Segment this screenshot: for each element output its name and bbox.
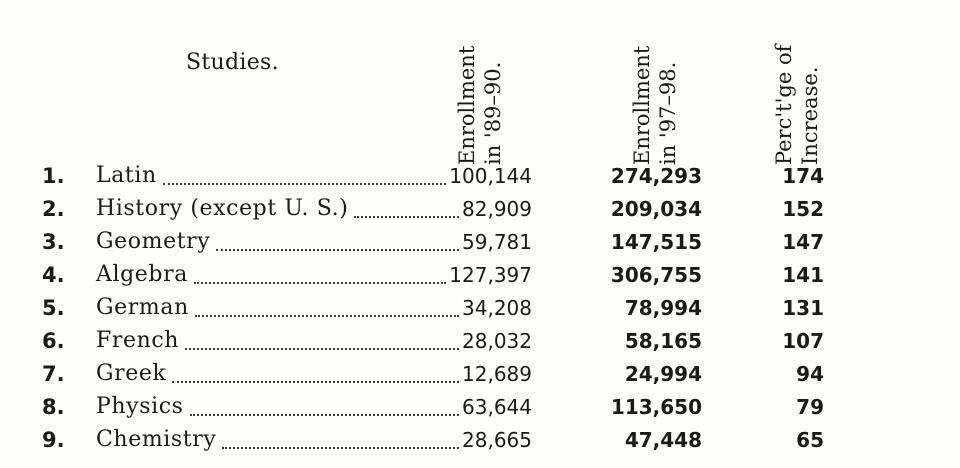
enrollment-1889-90: 12,689 — [462, 362, 532, 386]
dot-leader — [172, 381, 459, 383]
study-name: Physics — [96, 394, 184, 419]
header-line: Perc't'ge of — [772, 44, 796, 165]
enrollment-1897-98: 24,994 — [624, 362, 702, 386]
header-line: in '97–98. — [656, 61, 680, 165]
enrollment-1889-90: 59,781 — [462, 230, 532, 254]
table-row — [0, 358, 960, 390]
row-number: 4. — [42, 263, 65, 287]
table-row — [0, 292, 960, 324]
enrollment-1897-98: 47,448 — [624, 428, 702, 452]
table-row — [0, 193, 960, 225]
enrollment-1889-90: 34,208 — [462, 296, 532, 320]
study-name: French — [96, 328, 180, 353]
percentage-increase: 65 — [796, 428, 824, 452]
dot-leader — [163, 183, 447, 185]
study-name: Chemistry — [96, 427, 217, 452]
percentage-increase-header — [771, 0, 823, 165]
row-number: 1. — [42, 164, 65, 188]
enrollment-1889-90: 28,665 — [462, 428, 532, 452]
study-name: Geometry — [96, 229, 211, 254]
row-number: 2. — [42, 197, 65, 221]
enrollment-1889-90: 100,144 — [449, 164, 532, 188]
enrollment-1889-90: 82,909 — [462, 197, 532, 221]
studies-column-header: Studies. — [186, 50, 279, 75]
enrollment-1897-98: 113,650 — [610, 395, 702, 419]
row-number: 9. — [42, 428, 65, 452]
percentage-increase: 147 — [782, 230, 824, 254]
study-name: Latin — [96, 163, 157, 188]
dot-leader — [185, 348, 459, 350]
enrollment-1897-98: 58,165 — [624, 329, 702, 353]
enrollment-1897-98: 147,515 — [610, 230, 702, 254]
row-number: 3. — [42, 230, 65, 254]
header-line: Enrollment — [455, 45, 479, 165]
enrollment-1889-90: 127,397 — [449, 263, 532, 287]
study-name: Greek — [96, 361, 167, 386]
table-row — [0, 259, 960, 291]
percentage-increase: 79 — [796, 395, 824, 419]
percentage-increase: 174 — [782, 164, 824, 188]
enrollment-1897-98: 209,034 — [610, 197, 702, 221]
enrollment-1897-98: 306,755 — [610, 263, 702, 287]
table-row — [0, 160, 960, 192]
enrollment-1897-98-header — [629, 0, 681, 165]
enrollment-1889-90-header — [454, 0, 506, 165]
study-name: German — [96, 295, 189, 320]
percentage-increase: 141 — [782, 263, 824, 287]
enrollment-1889-90: 28,032 — [462, 329, 532, 353]
table-row — [0, 226, 960, 258]
header-line: Increase. — [798, 66, 822, 165]
dot-leader — [190, 414, 459, 416]
dot-leader — [195, 315, 459, 317]
study-name: History (except U. S.) — [96, 196, 349, 221]
enrollment-1889-90: 63,644 — [462, 395, 532, 419]
table-row — [0, 424, 960, 456]
study-name: Algebra — [96, 262, 188, 287]
percentage-increase: 152 — [782, 197, 824, 221]
table-row — [0, 391, 960, 423]
row-number: 5. — [42, 296, 65, 320]
row-number: 8. — [42, 395, 65, 419]
row-number: 6. — [42, 329, 65, 353]
percentage-increase: 131 — [782, 296, 824, 320]
row-number: 7. — [42, 362, 65, 386]
dot-leader — [194, 282, 446, 284]
table-row — [0, 325, 960, 357]
percentage-increase: 107 — [782, 329, 824, 353]
percentage-increase: 94 — [796, 362, 824, 386]
header-line: Enrollment — [630, 45, 654, 165]
enrollment-1897-98: 78,994 — [624, 296, 702, 320]
header-line: in '89–90. — [481, 61, 505, 165]
enrollment-1897-98: 274,293 — [610, 164, 702, 188]
